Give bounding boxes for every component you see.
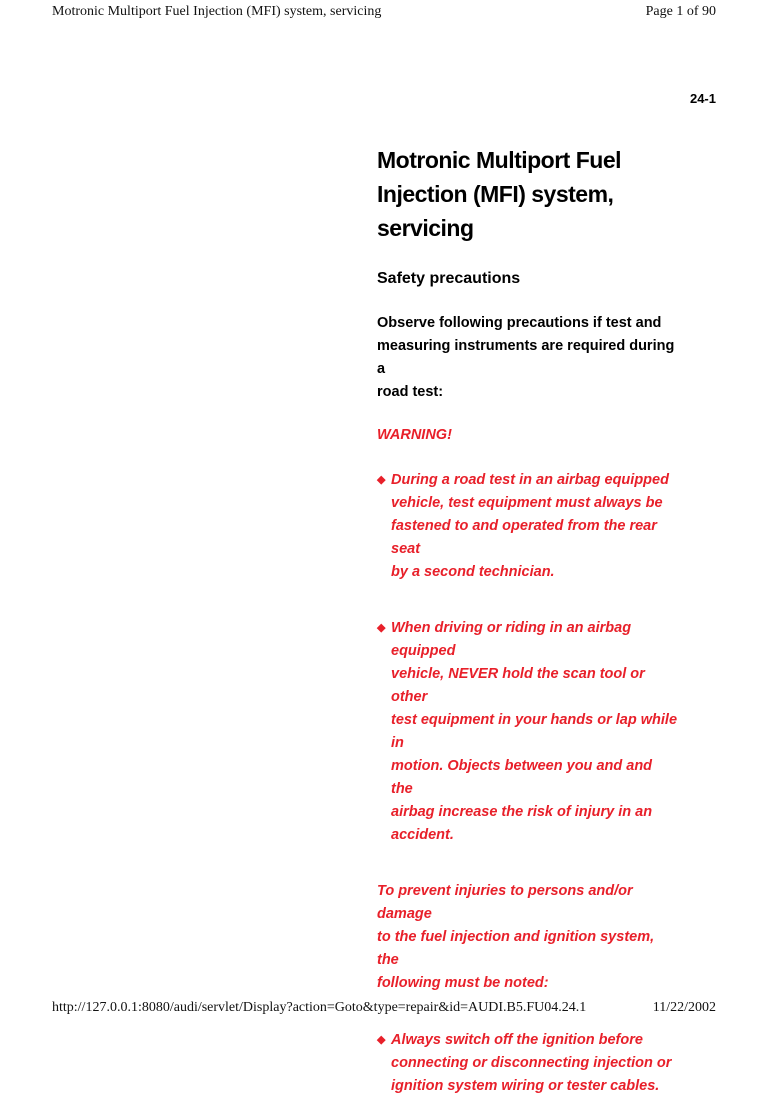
bullet-line: connecting or disconnecting injection or — [391, 1055, 672, 1071]
bullet-line: by a second technician. — [391, 564, 555, 580]
bullet-line: airbag increase the risk of injury in an — [391, 804, 653, 820]
section-subtitle: Safety precautions — [377, 270, 521, 287]
bullet-line: During a road test in an airbag equipped — [391, 472, 669, 488]
bullet-line: test equipment in your hands or lap while in — [391, 712, 678, 751]
bullet-line: vehicle, NEVER hold the scan tool or other — [391, 666, 645, 705]
intro-paragraph — [377, 312, 677, 404]
warning-label: WARNING! — [377, 427, 452, 443]
title-line: Injection (MFI) system, — [377, 181, 614, 207]
footer-url: http://127.0.0.1:8080/audi/servlet/Display?action=Goto&type=repair&id=AUDI.B5.FU04.24.1 — [52, 1000, 587, 1015]
prevent-line: to the fuel injection and ignition system, the — [377, 929, 655, 968]
warning-bullet-1 — [377, 469, 677, 584]
bullet-line: Always switch off the ignition before — [391, 1032, 643, 1048]
diamond-bullet-icon: ◆ — [377, 474, 386, 486]
prevent-line: To prevent injuries to persons and/or damage — [377, 883, 633, 922]
diamond-bullet-icon: ◆ — [377, 1034, 386, 1046]
prevent-line: following must be noted: — [377, 975, 549, 991]
bullet-line: vehicle, test equipment must always be — [391, 495, 663, 511]
footer-date: 11/22/2002 — [652, 1000, 716, 1015]
bullet-line: motion. Objects between you and and the — [391, 758, 653, 797]
bullet-line: When driving or riding in an airbag equipped — [391, 620, 632, 659]
prevent-paragraph — [377, 880, 677, 995]
intro-line: road test: — [377, 384, 444, 400]
page-header — [52, 2, 716, 22]
header-page-info: Page 1 of 90 — [645, 4, 716, 19]
page-label: 24-1 — [689, 91, 716, 106]
intro-line: measuring instruments are required during a — [377, 338, 675, 377]
intro-line: Observe following precautions if test and — [377, 315, 662, 331]
main-content — [377, 143, 677, 1098]
title-line: Motronic Multiport Fuel — [377, 147, 622, 173]
title-line: servicing — [377, 215, 474, 241]
bullet-line: accident. — [391, 827, 454, 843]
header-doc-title: Motronic Multiport Fuel Injection (MFI) system, servicing — [52, 4, 382, 19]
page-footer — [52, 1000, 716, 1020]
bullet-line: fastened to and operated from the rear seat — [391, 518, 657, 557]
warning-bullet-2 — [377, 617, 677, 847]
warning-bullet-3 — [377, 1029, 677, 1098]
bullet-line: ignition system wiring or tester cables. — [391, 1078, 660, 1094]
diamond-bullet-icon: ◆ — [377, 622, 386, 634]
page-title — [377, 143, 677, 245]
